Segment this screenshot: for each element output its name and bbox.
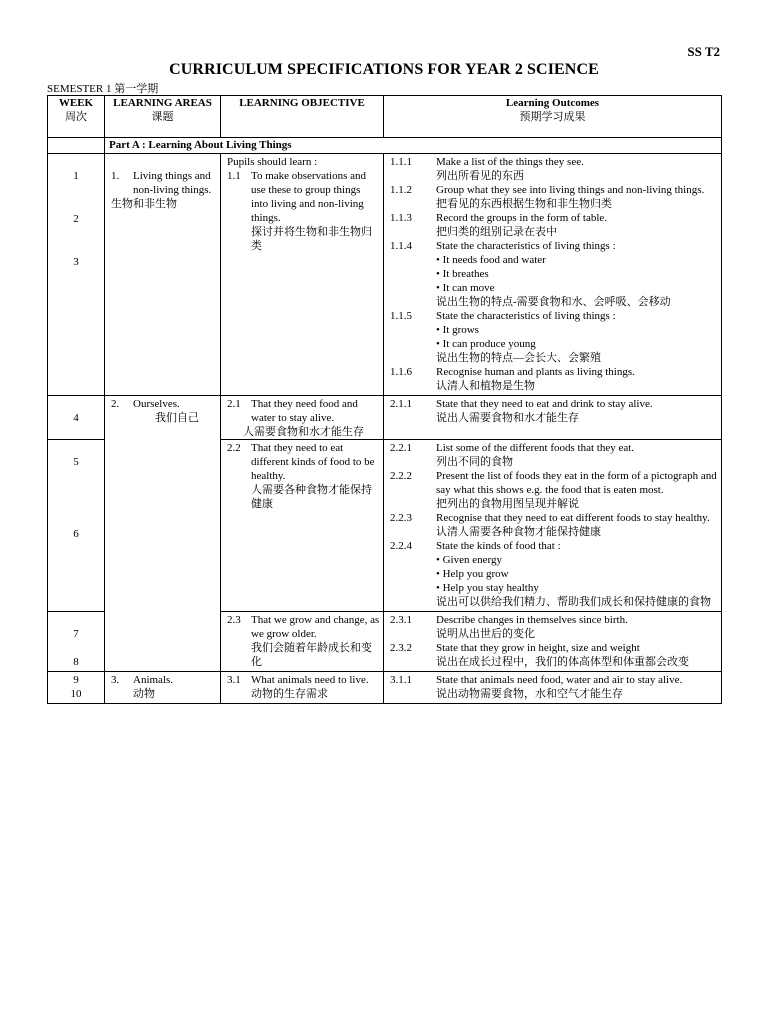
outcome-item — [390, 155, 717, 183]
outcome-text: List some of the different foods that they eat. — [436, 442, 635, 454]
week-cell — [48, 672, 105, 704]
objective-number: 1.1 — [227, 170, 241, 182]
objective-text: To make observations and use these to group things into living and non-living things. — [251, 170, 367, 224]
week-number: 6 — [73, 528, 79, 540]
outcome-number: 2.3.1 — [390, 614, 412, 626]
outcome-text: Record the groups in the form of table. — [436, 212, 608, 224]
part-week-cell — [48, 138, 105, 154]
outcome-number: 2.3.2 — [390, 642, 412, 654]
outcome-text-zh: 认清人需要各种食物才能保持健康 — [436, 526, 601, 538]
outcome-text-zh: 说出生物的特点—会长大、会繁殖 — [436, 352, 601, 364]
outcomes-cell — [384, 672, 722, 704]
outcome-text-zh: 说出动物需要食物，水和空气才能生存 — [436, 688, 623, 700]
outcome-item — [390, 469, 717, 511]
outcome-text: Recognise that they need to eat different foods to stay healthy. — [436, 512, 710, 524]
outcome-item — [390, 539, 717, 609]
objective-text-zh: 人需要各种食物才能保持健康 — [251, 484, 372, 510]
outcome-bullet: • It needs food and water — [436, 254, 546, 266]
area-title-zh: 生物和非生物 — [111, 198, 177, 210]
outcome-item — [390, 673, 717, 701]
outcome-text: Make a list of the things they see. — [436, 156, 584, 168]
area-title: Living things and non-living things. — [133, 170, 212, 196]
outcome-number: 2.2.1 — [390, 442, 412, 454]
objective-header — [221, 96, 384, 138]
area-number: 2. — [111, 398, 120, 410]
week-header — [48, 96, 105, 138]
outcome-item — [390, 613, 717, 641]
part-a-heading: Part A : Learning About Living Things — [105, 138, 722, 154]
outcome-bullet: • Given energy — [436, 554, 502, 566]
outcome-text-zh: 把看见的东西根据生物和非生物归类 — [436, 198, 612, 210]
outcome-item — [390, 397, 717, 425]
curriculum-table — [47, 95, 722, 704]
outcome-bullet: • Help you stay healthy — [436, 582, 539, 594]
area-number: 3. — [111, 674, 120, 686]
objective-cell — [221, 672, 384, 704]
outcome-text-zh: 说出生物的特点-需要食物和水、会呼吸、会移动 — [436, 296, 671, 308]
outcome-number: 1.1.5 — [390, 310, 412, 322]
outcome-item — [390, 183, 717, 211]
objective-text-zh: 人需要食物和水才能生存 — [243, 426, 364, 438]
outcome-text: State that they need to eat and drink to stay alive. — [436, 398, 653, 410]
objective-text-zh: 探讨并将生物和非生物归类 — [251, 226, 372, 252]
objective-cell — [221, 154, 384, 396]
objective-number: 2.3 — [227, 614, 241, 626]
objective-header-label: LEARNING OBJECTIVE — [239, 97, 365, 109]
document-title: CURRICULUM SPECIFICATIONS FOR YEAR 2 SCIENCE — [169, 61, 599, 78]
outcome-bullet: • It can move — [436, 282, 495, 294]
objective-cell — [221, 396, 384, 440]
outcome-text: State that animals need food, water and air to stay alive. — [436, 674, 683, 686]
outcome-text-zh: 说出可以供给我们精力、帮助我们成长和保持健康的食物 — [436, 596, 711, 608]
learning-area-cell — [105, 672, 221, 704]
outcome-text: State that they grow in height, size and weight — [436, 642, 640, 654]
header-row — [48, 96, 722, 138]
objective-text: That they need to eat different kinds of food to be healthy. — [251, 442, 375, 482]
objective-number: 2.2 — [227, 442, 241, 454]
week-header-zh: 周次 — [65, 111, 87, 123]
semester-label: SEMESTER 1 第一学期 — [47, 83, 159, 95]
objective-number: 3.1 — [227, 674, 241, 686]
outcome-number: 2.1.1 — [390, 398, 412, 410]
outcome-item — [390, 641, 717, 669]
objective-number: 2.1 — [227, 398, 241, 410]
area-title-zh: 我们自己 — [155, 412, 199, 424]
outcome-text-zh: 把列出的食物用图呈现并解说 — [436, 498, 579, 510]
objective-cell — [221, 440, 384, 612]
week-number: 5 — [73, 456, 79, 468]
week-number: 10 — [70, 688, 82, 700]
week-cell — [48, 440, 105, 612]
week-number: 7 — [73, 628, 79, 640]
area-title: Animals. — [133, 674, 174, 686]
outcome-item — [390, 511, 717, 539]
outcome-text: State the characteristics of living things : — [436, 240, 616, 252]
outcome-text-zh: 说明从出世后的变化 — [436, 628, 535, 640]
week-number: 4 — [73, 412, 79, 424]
document-code: SS T2 — [687, 44, 720, 59]
outcome-number: 2.2.3 — [390, 512, 412, 524]
outcome-bullet: • Help you grow — [436, 568, 509, 580]
week-cell — [48, 612, 105, 672]
area-title: Ourselves. — [133, 398, 180, 410]
outcome-text-zh: 把归类的组别记录在表中 — [436, 226, 557, 238]
outcome-text-zh: 说出人需要食物和水才能生存 — [436, 412, 579, 424]
area-title-zh: 动物 — [133, 688, 155, 700]
outcome-number: 2.2.2 — [390, 470, 412, 482]
outcome-number: 1.1.3 — [390, 212, 412, 224]
outcome-number: 1.1.1 — [390, 156, 412, 168]
week-cell — [48, 154, 105, 396]
outcomes-header-label: Learning Outcomes — [505, 97, 600, 109]
outcome-text-zh: 认清人和植物是生物 — [436, 380, 535, 392]
outcome-number: 3.1.1 — [390, 674, 412, 686]
outcome-item — [390, 239, 717, 309]
week-number: 8 — [73, 656, 79, 668]
week-number: 1 — [73, 170, 79, 182]
week-number: 9 — [73, 674, 79, 686]
objective-text: That we grow and change, as we grow older. — [251, 614, 380, 640]
outcome-text-zh: 列出所看见的东西 — [436, 170, 524, 182]
objective-intro: Pupils should learn : — [227, 156, 318, 168]
objective-text-zh: 我们会随着年龄成长和变化 — [251, 642, 372, 668]
outcome-bullet: • It can produce young — [436, 338, 536, 350]
table-row — [48, 154, 722, 396]
outcome-text: Present the list of foods they eat in the form of a pictograph and say what this shows e.g. the food that is eaten most. — [436, 470, 717, 496]
areas-header — [105, 96, 221, 138]
outcome-number: 1.1.4 — [390, 240, 412, 252]
outcome-item — [390, 365, 717, 393]
week-header-label: WEEK — [58, 97, 94, 109]
outcome-text: State the characteristics of living things : — [436, 310, 616, 322]
outcome-text: State the kinds of food that : — [436, 540, 561, 552]
week-cell — [48, 396, 105, 440]
table-row — [48, 672, 722, 704]
outcome-number: 1.1.2 — [390, 184, 412, 196]
outcome-bullet: • It grows — [436, 324, 479, 336]
areas-header-label: LEARNING AREAS — [113, 97, 212, 109]
outcomes-cell — [384, 154, 722, 396]
table-row — [48, 396, 722, 440]
learning-area-cell — [105, 154, 221, 396]
objective-cell — [221, 612, 384, 672]
outcome-number: 1.1.6 — [390, 366, 412, 378]
objective-text: That they need food and water to stay alive. — [251, 398, 358, 424]
outcomes-cell — [384, 396, 722, 440]
objective-text-zh: 动物的生存需求 — [251, 688, 328, 700]
outcome-item — [390, 211, 717, 239]
outcomes-cell — [384, 440, 722, 612]
outcomes-header — [384, 96, 722, 138]
part-row — [48, 138, 722, 154]
outcome-text: Describe changes in themselves since birth. — [436, 614, 628, 626]
outcome-bullet: • It breathes — [436, 268, 489, 280]
outcome-item — [390, 441, 717, 469]
outcome-item — [390, 309, 717, 365]
areas-header-zh: 课题 — [151, 111, 174, 123]
learning-area-cell — [105, 396, 221, 672]
outcome-text-zh: 说出在成长过程中，我们的体高体型和体重都会改变 — [436, 656, 689, 668]
outcome-text: Group what they see into living things and non-living things. — [436, 184, 705, 196]
outcome-number: 2.2.4 — [390, 540, 412, 552]
outcomes-cell — [384, 612, 722, 672]
outcome-text: Recognise human and plants as living things. — [436, 366, 635, 378]
outcome-text-zh: 列出不同的食物 — [436, 456, 513, 468]
outcomes-header-zh: 预期学习成果 — [519, 111, 586, 123]
area-number: 1. — [111, 170, 120, 182]
objective-text: What animals need to live. — [251, 674, 369, 686]
week-number: 3 — [73, 256, 79, 268]
week-number: 2 — [73, 213, 79, 225]
